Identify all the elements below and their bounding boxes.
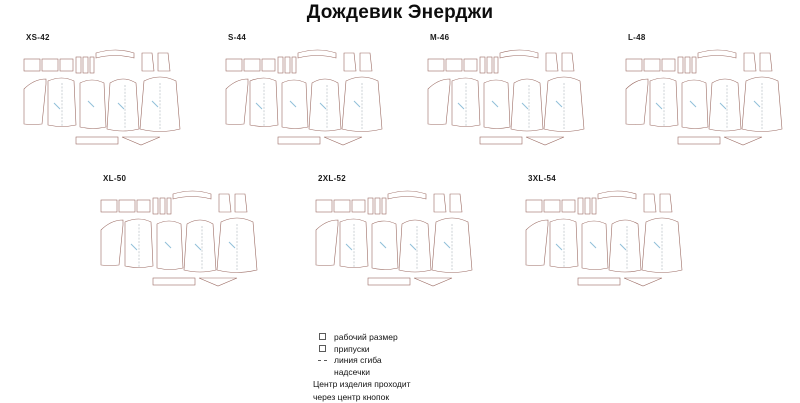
size-label-xs-42: XS-42 bbox=[26, 33, 50, 42]
page-title: Дождевик Энерджи bbox=[0, 2, 800, 24]
square-icon bbox=[313, 332, 331, 344]
size-label-xl-50: XL-50 bbox=[103, 174, 126, 183]
legend-row-notches bbox=[313, 367, 573, 379]
size-label-2xl-52: 2XL-52 bbox=[318, 174, 346, 183]
pattern-diagram-l-48 bbox=[620, 41, 800, 158]
pattern-diagram-xl-50 bbox=[95, 182, 285, 299]
pattern-block-xl-50 bbox=[95, 174, 285, 299]
size-label-s-44: S-44 bbox=[228, 33, 246, 42]
legend-note-line-2: через центр кнопок bbox=[313, 392, 573, 403]
legend-label-allowances: припуски bbox=[334, 344, 370, 356]
pattern-diagram-3xl-54 bbox=[520, 182, 710, 299]
size-label-3xl-54: 3XL-54 bbox=[528, 174, 556, 183]
pattern-block-m-46 bbox=[422, 33, 612, 158]
pattern-block-l-48 bbox=[620, 33, 800, 158]
legend-label-notches: надсечки bbox=[334, 367, 370, 379]
pattern-diagram-s-44 bbox=[220, 41, 410, 158]
legend-row-working-size bbox=[313, 332, 573, 344]
legend-label-fold-line: линия сгиба bbox=[334, 355, 382, 367]
dashed-line-icon bbox=[313, 355, 331, 367]
square-icon bbox=[313, 344, 331, 356]
pattern-diagram-xs-42 bbox=[18, 41, 208, 158]
legend-row-fold-line bbox=[313, 355, 573, 367]
size-label-l-48: L-48 bbox=[628, 33, 646, 42]
pattern-block-3xl-54 bbox=[520, 174, 710, 299]
pattern-block-xs-42 bbox=[18, 33, 208, 158]
pattern-block-2xl-52 bbox=[310, 174, 500, 299]
legend-row-allowances bbox=[313, 344, 573, 356]
legend-label-working-size: рабочий размер bbox=[334, 332, 398, 344]
legend bbox=[313, 332, 573, 403]
pattern-block-s-44 bbox=[220, 33, 410, 158]
pattern-diagram-m-46 bbox=[422, 41, 612, 158]
legend-note-line-1: Центр изделия проходит bbox=[313, 379, 573, 391]
size-label-m-46: M-46 bbox=[430, 33, 449, 42]
pattern-diagram-2xl-52 bbox=[310, 182, 500, 299]
